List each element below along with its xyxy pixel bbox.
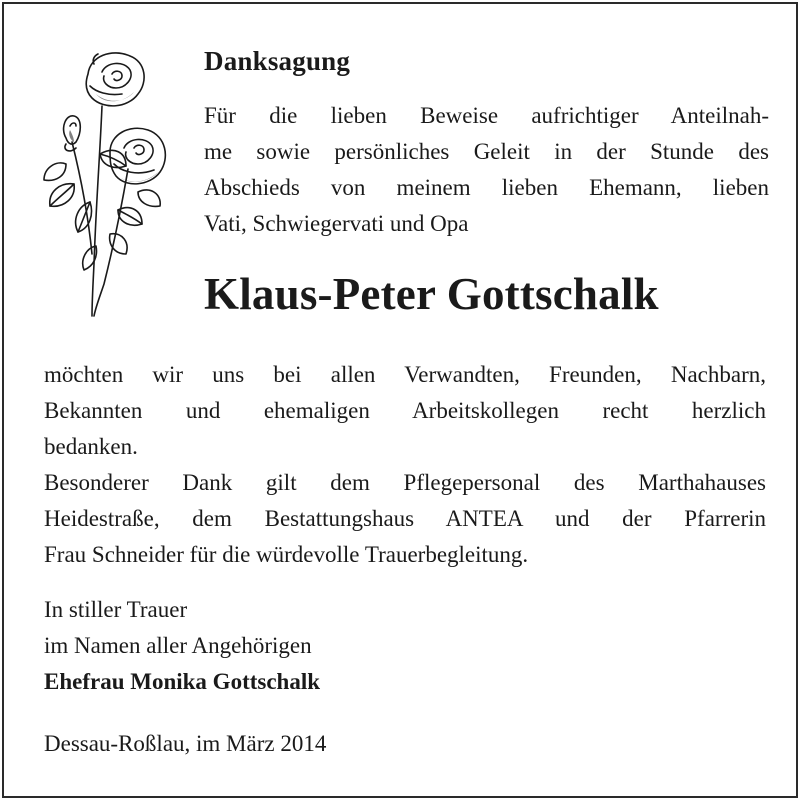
place-date: Dessau-Roßlau, im März 2014 [44, 731, 327, 756]
body-line: Bekannten und ehemaligen Arbeitskollegen recht herzlich [44, 398, 766, 423]
body-line: möchten wir uns bei allen Verwandten, Freunden, Nachbarn, [44, 362, 766, 387]
rose-bouquet-icon [30, 34, 180, 324]
body-line: Heidestraße, dem Bestattungshaus ANTEA und der Pfarrerin [44, 506, 766, 531]
closing-line: In stiller Trauer [44, 597, 188, 622]
intro-paragraph [204, 98, 769, 242]
body-line: bedanken. [44, 434, 138, 459]
deceased-name: Klaus-Peter Gottschalk [204, 269, 659, 319]
obituary-card [2, 2, 798, 798]
intro-line: Für die lieben Beweise aufrichtiger Anteilnah- [204, 103, 769, 128]
notice-title: Danksagung [204, 46, 351, 76]
intro-line: Abschieds von meinem lieben Ehemann, lieben [204, 175, 769, 200]
body-line: Besonderer Dank gilt dem Pflegepersonal des Marthahauses [44, 470, 766, 495]
body-paragraph [44, 357, 766, 573]
intro-line: me sowie persönliches Geleit in der Stunde des [204, 139, 769, 164]
closing-block [44, 592, 320, 700]
closing-line: im Namen aller Angehörigen [44, 633, 312, 658]
intro-line: Vati, Schwiegervati und Opa [204, 211, 469, 236]
signatory: Ehefrau Monika Gottschalk [44, 669, 321, 694]
body-line: Frau Schneider für die würdevolle Trauerbegleitung. [44, 542, 529, 567]
